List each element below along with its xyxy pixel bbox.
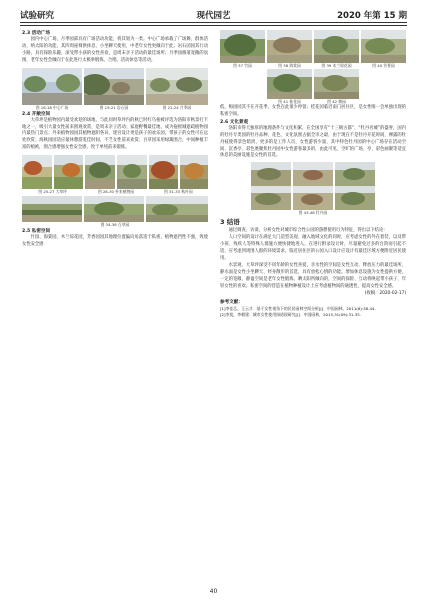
photo-herb-garden-2 <box>84 196 144 222</box>
photo-crabapple-garden <box>267 30 312 63</box>
photo-peony-2 <box>293 162 333 186</box>
photo-fragrant-garden <box>361 30 406 63</box>
caption-fig-42: 图 42 梅园 <box>327 99 346 104</box>
photo-osmanthus-garden <box>267 69 312 99</box>
caption-fig-22-24: 图 22-24 月季园 <box>162 104 192 110</box>
section-2-3-text: 园内中心广场、月季园部具有广场活动功能，将其划为一类。中心广场承载了广场舞、群体活动、纳太阳的功能，其四周座椅供休息、小坐聊天使用，中老年女性更倾向于此；岩石园园其行动小路，具有探险乐趣，深受带小孩的女性喜欢，是周末亲子活动的最佳场所；月季园修道宽敞的氛围，老年女性会倾向于在此进行太极拳锻炼、合唱、活动休息等活动。 <box>22 37 208 63</box>
photo-autumn-garden-2 <box>180 155 208 189</box>
section-2-4-text: 大草坪是植物园内最受欢迎的场地，与此同时草坪内的秋已时红乌桕被评选为洛阳市秋景打卡地之一，吸引大量女性前来围观欢赏，是周末亲子活动、家庭野餐最佳地，成为拖摇城遮疏植物园内最热门景点；外来植物园园其植物遮阴各异，迷宫设计更是孩子的欢乐园，带孩子的女性可在远处欣赏；海秋园园适应最休憩游览佳时间，不乏女性前来欢赏；百草园采用绿篱围合，中间种植丰富的植被，围合感增强女性安全感，致于单纯前来锻炼。 <box>22 117 208 151</box>
header-issue: 2020 年第 15 期 <box>337 11 407 21</box>
reference-2: [2]李莫，李朝建．城市女性使用绿道现研究[J]．中国园林，2015,31(09):31-35. <box>220 312 361 318</box>
caption-fig-19-21: 图 19-21 岩石园 <box>99 104 129 110</box>
caption-fig-25-27: 图 25-27 大草坪 <box>38 189 67 195</box>
right-column <box>220 30 406 318</box>
photo-center-plaza <box>22 68 82 105</box>
photo-lawn-1 <box>22 155 52 189</box>
page-number: 40 <box>209 588 218 595</box>
section-2-5-title: 2.5 私密空间 <box>22 229 51 235</box>
section-2-6-text: 洛阳市得天独厚的地理条件与文化积累，在全国享有“十三朝古都”、“牡丹名城”的盛誉，国内的牡丹专类园的牡丹品种、花色、文化氛围占据全市之最，由于现在不是牡丹开花时间，裸露的牡丹枝使得景色暗淡，更多的是工作人员，女性游客少量，其中特色牡丹园的中心广场存在活动空间、沉香亭、彩色底聚焦牡丹园中女性游客最多的，由此可见，空旷的广场、亭、彩色画聚等适宜休息的美丽设施是女性的首选。 <box>220 125 406 159</box>
photo-exotic-garden-1 <box>85 155 115 189</box>
photo-exotic-garden-2 <box>117 155 147 189</box>
left-column <box>22 30 208 249</box>
references-title: 参考文献： <box>220 300 243 306</box>
photo-peony-3 <box>335 162 375 186</box>
figure-37-42 <box>220 30 406 105</box>
section-3-text-3: 水景观、大草坪深受不同年龄的女性喜爱，亲水性的空间是女性互动、释放压力的最佳场所，静水面是女性小坐聊天、经身散步的首选，具有放松心情的功能。增加休息设施为女性提供方便，一定的宽敞、静谧空间是老年女性锻炼、晒太阳所倾向的，空间的探险、互动将唤起带小孩子、年轻女性的喜欢。私密空间的营造在植物种植设计上应考虑植物间的通透性，提高女性安全感。 <box>220 262 406 289</box>
photo-autumn-garden-1 <box>149 155 179 189</box>
photo-herb-garden-1 <box>22 196 82 222</box>
section-3-text-2: 人口空间的设计在满足大门造型美观、融入地域文化的同时，应考虑女性的外在着装，以及带小孩、残疾人等特殊人群施方便快捷地进入，在进行附录设计时，尽量避免过多的台阶而引起不适，应考虑到周围人群的环境需求，临近居住区的公园入口设计应设计有最佳区域方便附近居民使用。 <box>220 235 406 261</box>
section-2-5-text: 竹园、海棠园、木兰琼花园、芳香园园其地理位置偏向角落适于私密，植物遮挡性不强，致使女性安全感 <box>22 235 208 248</box>
header-rule-thin <box>20 25 407 26</box>
header-rule <box>20 22 407 23</box>
photo-herb-garden-3 <box>146 196 208 222</box>
figure-16-24 <box>22 68 208 111</box>
page-header <box>20 6 407 22</box>
photo-magnolia-garden <box>314 30 359 63</box>
caption-fig-43-48: 图 43-48 牡丹园 <box>298 210 328 216</box>
section-2-6-title: 2.6 文化景观 <box>220 119 249 125</box>
caption-fig-37: 图 37 竹园 <box>233 63 252 68</box>
caption-fig-16-18: 图 16-18 中心广场 <box>35 104 69 110</box>
figure-25-33 <box>22 155 208 228</box>
caption-fig-28-30: 图 28-30 外来植物园 <box>97 189 135 195</box>
header-journal-section: 试验研究 <box>20 11 55 21</box>
section-3-title: 3 结语 <box>220 218 240 227</box>
photo-plum-garden <box>314 69 359 99</box>
photo-rock-garden <box>84 68 144 105</box>
photo-bamboo-garden <box>220 30 265 63</box>
photo-peony-5 <box>293 186 333 210</box>
photo-lawn-2 <box>54 155 84 189</box>
header-journal-title: 现代园艺 <box>196 11 231 21</box>
photo-peony-4 <box>251 186 291 210</box>
section-2-5-continued: 低，梅园园其不在开花季，女性在此很少停留；桂花园临近南门居住区，是女性唯一会单独出现的私密空间。 <box>220 105 406 117</box>
caption-fig-34-36: 图 34-36 百草园 <box>100 222 130 228</box>
caption-fig-39: 图 39 木兰琼花园 <box>321 63 352 68</box>
photo-peony-6 <box>335 186 375 210</box>
caption-fig-31-33: 图 31-33 秋叶园 <box>164 189 193 195</box>
received-date: (收稿：2020-02-17) <box>364 290 406 296</box>
photo-rose-garden <box>146 68 208 105</box>
section-2-3-title: 2.3 活动广场 <box>22 31 51 36</box>
photo-peony-1 <box>251 162 291 186</box>
section-2-4-title: 2.4 开敞空间 <box>22 111 51 117</box>
figure-43-48 <box>220 162 406 216</box>
section-3-text-1: 通过调查、访谈，分析女性对城市综合性公园的游憩使用行为特征，得出以下结论： <box>228 228 388 234</box>
reference-1: [1]李佳芯，王云才．基于女性视角下的民居园林空间分析[J]．中国园林，2011(6):38-44. <box>220 306 376 312</box>
caption-fig-41: 图 41 桂花园 <box>278 99 301 104</box>
caption-fig-40: 图 40 芳香园 <box>372 63 395 68</box>
caption-fig-38: 图 38 海棠园 <box>278 63 301 68</box>
